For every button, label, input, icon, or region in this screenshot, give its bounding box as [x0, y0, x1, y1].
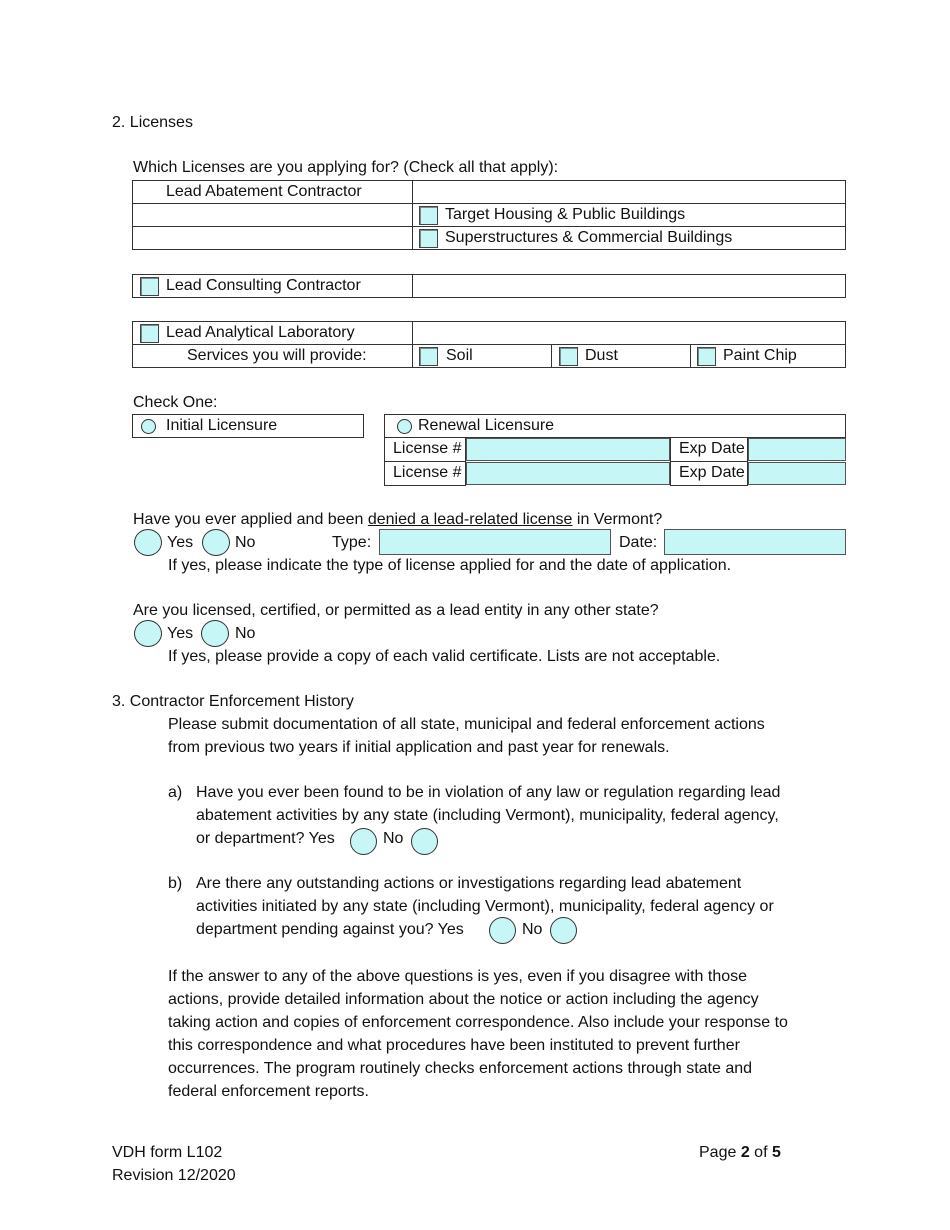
denied-no-radio[interactable]	[202, 529, 230, 556]
other-state-yes-radio[interactable]	[134, 620, 162, 647]
item-b-line-3: department pending against you? Yes	[196, 921, 464, 938]
abatement-label-cell	[132, 180, 413, 204]
closing-line-2: actions, provide detailed information about the notice or action including the agency	[168, 991, 759, 1008]
license-number-input-1[interactable]	[466, 438, 670, 461]
footer-revision: Revision 12/2020	[112, 1167, 236, 1184]
section-3-title: 3. Contractor Enforcement History	[112, 693, 354, 710]
exp-date-input-2[interactable]	[748, 462, 846, 485]
check-one-label: Check One:	[133, 394, 218, 411]
denied-question-part1: Have you ever applied and been	[133, 511, 368, 528]
footer-form-id: VDH form L102	[112, 1144, 223, 1161]
superstructures-cell	[412, 226, 846, 250]
license-label-cell-2	[384, 461, 466, 486]
abatement-label: Lead Abatement Contractor	[166, 183, 362, 200]
denied-date-input[interactable]	[664, 529, 846, 555]
lab-label: Lead Analytical Laboratory	[166, 324, 355, 341]
closing-line-6: federal enforcement reports.	[168, 1083, 369, 1100]
paint-chip-cell	[690, 344, 846, 368]
dust-label: Dust	[585, 347, 618, 364]
superstructures-checkbox[interactable]	[419, 229, 438, 248]
denied-date-label: Date:	[619, 534, 658, 551]
licenses-question: Which Licenses are you applying for? (Check all that apply):	[133, 159, 559, 176]
renewal-licensure-radio[interactable]	[397, 419, 412, 434]
other-state-note: If yes, please provide a copy of each valid certificate. Lists are not acceptable.	[168, 648, 721, 665]
consulting-empty-cell	[412, 274, 846, 298]
other-state-no-radio[interactable]	[201, 620, 229, 647]
denied-yes-label: Yes	[167, 534, 194, 551]
abatement-blank-cell	[132, 203, 413, 227]
item-b-yes-radio[interactable]	[489, 917, 516, 944]
exp-label-2: Exp Date	[679, 464, 745, 481]
denied-note: If yes, please indicate the type of license applied for and the date of application.	[168, 557, 732, 574]
initial-licensure-label: Initial Licensure	[166, 417, 278, 434]
paint-chip-checkbox[interactable]	[697, 347, 716, 366]
closing-line-1: If the answer to any of the above questions is yes, even if you disagree with those	[168, 968, 748, 985]
denied-question	[133, 511, 662, 529]
exp-date-input-1[interactable]	[748, 438, 846, 461]
item-a-line-1: Have you ever been found to be in violation of any law or regulation regarding lead	[196, 784, 781, 801]
target-housing-checkbox[interactable]	[419, 206, 438, 225]
exp-label-cell-2	[670, 461, 748, 486]
renewal-licensure-cell	[384, 414, 846, 438]
denied-no-label: No	[235, 534, 256, 551]
license-label-cell-1	[384, 437, 466, 462]
item-b-line-1: Are there any outstanding actions or investigations regarding lead abatement	[196, 875, 742, 892]
item-a-line-3: or department? Yes	[196, 830, 335, 847]
initial-licensure-cell	[132, 414, 364, 438]
closing-line-5: occurrences. The program routinely checks enforcement actions through state and	[168, 1060, 753, 1077]
item-a-no-label: No	[383, 830, 404, 847]
dust-cell	[551, 344, 691, 368]
other-state-no-label: No	[235, 625, 256, 642]
footer-page-number	[699, 1144, 781, 1162]
sec3-intro-line-2: from previous two years if initial application and past year for renewals.	[168, 739, 670, 756]
page-mid: of	[749, 1144, 772, 1161]
page-total: 5	[771, 1144, 781, 1161]
item-b-no-radio[interactable]	[550, 917, 577, 944]
item-b-no-label: No	[522, 921, 543, 938]
denied-type-input[interactable]	[379, 529, 611, 555]
item-b-line-2: activities initiated by any state (including Vermont), municipality, federal agency or	[196, 898, 774, 915]
license-label-2: License #	[393, 464, 462, 481]
soil-checkbox[interactable]	[419, 347, 438, 366]
sec3-intro-line-1: Please submit documentation of all state, municipal and federal enforcement actions	[168, 716, 765, 733]
item-a-marker: a)	[168, 784, 183, 801]
lab-cell	[132, 321, 413, 345]
services-label: Services you will provide:	[187, 347, 367, 364]
exp-label-1: Exp Date	[679, 440, 745, 457]
item-a-yes-radio[interactable]	[350, 828, 377, 855]
closing-paragraph	[168, 965, 788, 1103]
item-a-no-radio[interactable]	[411, 828, 438, 855]
page-current: 2	[740, 1144, 750, 1161]
abatement-empty-cell	[412, 180, 846, 204]
services-cell	[132, 344, 413, 368]
denied-question-underlined: denied a lead-related license	[367, 511, 573, 528]
target-housing-cell	[412, 203, 846, 227]
lab-empty-cell	[412, 321, 846, 345]
paint-chip-label: Paint Chip	[723, 347, 797, 364]
item-b-marker: b)	[168, 875, 183, 892]
soil-cell	[412, 344, 552, 368]
denied-yes-radio[interactable]	[134, 529, 162, 556]
page-prefix: Page	[699, 1144, 741, 1161]
denied-type-label: Type:	[332, 534, 372, 551]
dust-checkbox[interactable]	[559, 347, 578, 366]
soil-label: Soil	[446, 347, 473, 364]
exp-label-cell-1	[670, 437, 748, 462]
lab-checkbox[interactable]	[140, 324, 159, 343]
consulting-label: Lead Consulting Contractor	[166, 277, 361, 294]
section-2-title: 2. Licenses	[112, 114, 193, 131]
initial-licensure-radio[interactable]	[141, 419, 156, 434]
denied-question-part3: in Vermont?	[572, 511, 663, 528]
closing-line-3: taking action and copies of enforcement correspondence. Also include your response to	[168, 1014, 788, 1031]
consulting-cell	[132, 274, 413, 298]
renewal-licensure-label: Renewal Licensure	[418, 417, 555, 434]
other-state-yes-label: Yes	[167, 625, 194, 642]
license-number-input-2[interactable]	[466, 462, 670, 485]
target-housing-label: Target Housing & Public Buildings	[445, 206, 686, 223]
other-state-question: Are you licensed, certified, or permitted as a lead entity in any other state?	[133, 602, 659, 619]
item-a-line-2: abatement activities by any state (including Vermont), municipality, federal agency,	[196, 807, 779, 824]
license-label-1: License #	[393, 440, 462, 457]
superstructures-label: Superstructures & Commercial Buildings	[445, 229, 733, 246]
consulting-checkbox[interactable]	[140, 277, 159, 296]
closing-line-4: this correspondence and what procedures have been instituted to prevent further	[168, 1037, 740, 1054]
abatement-blank-cell-2	[132, 226, 413, 250]
